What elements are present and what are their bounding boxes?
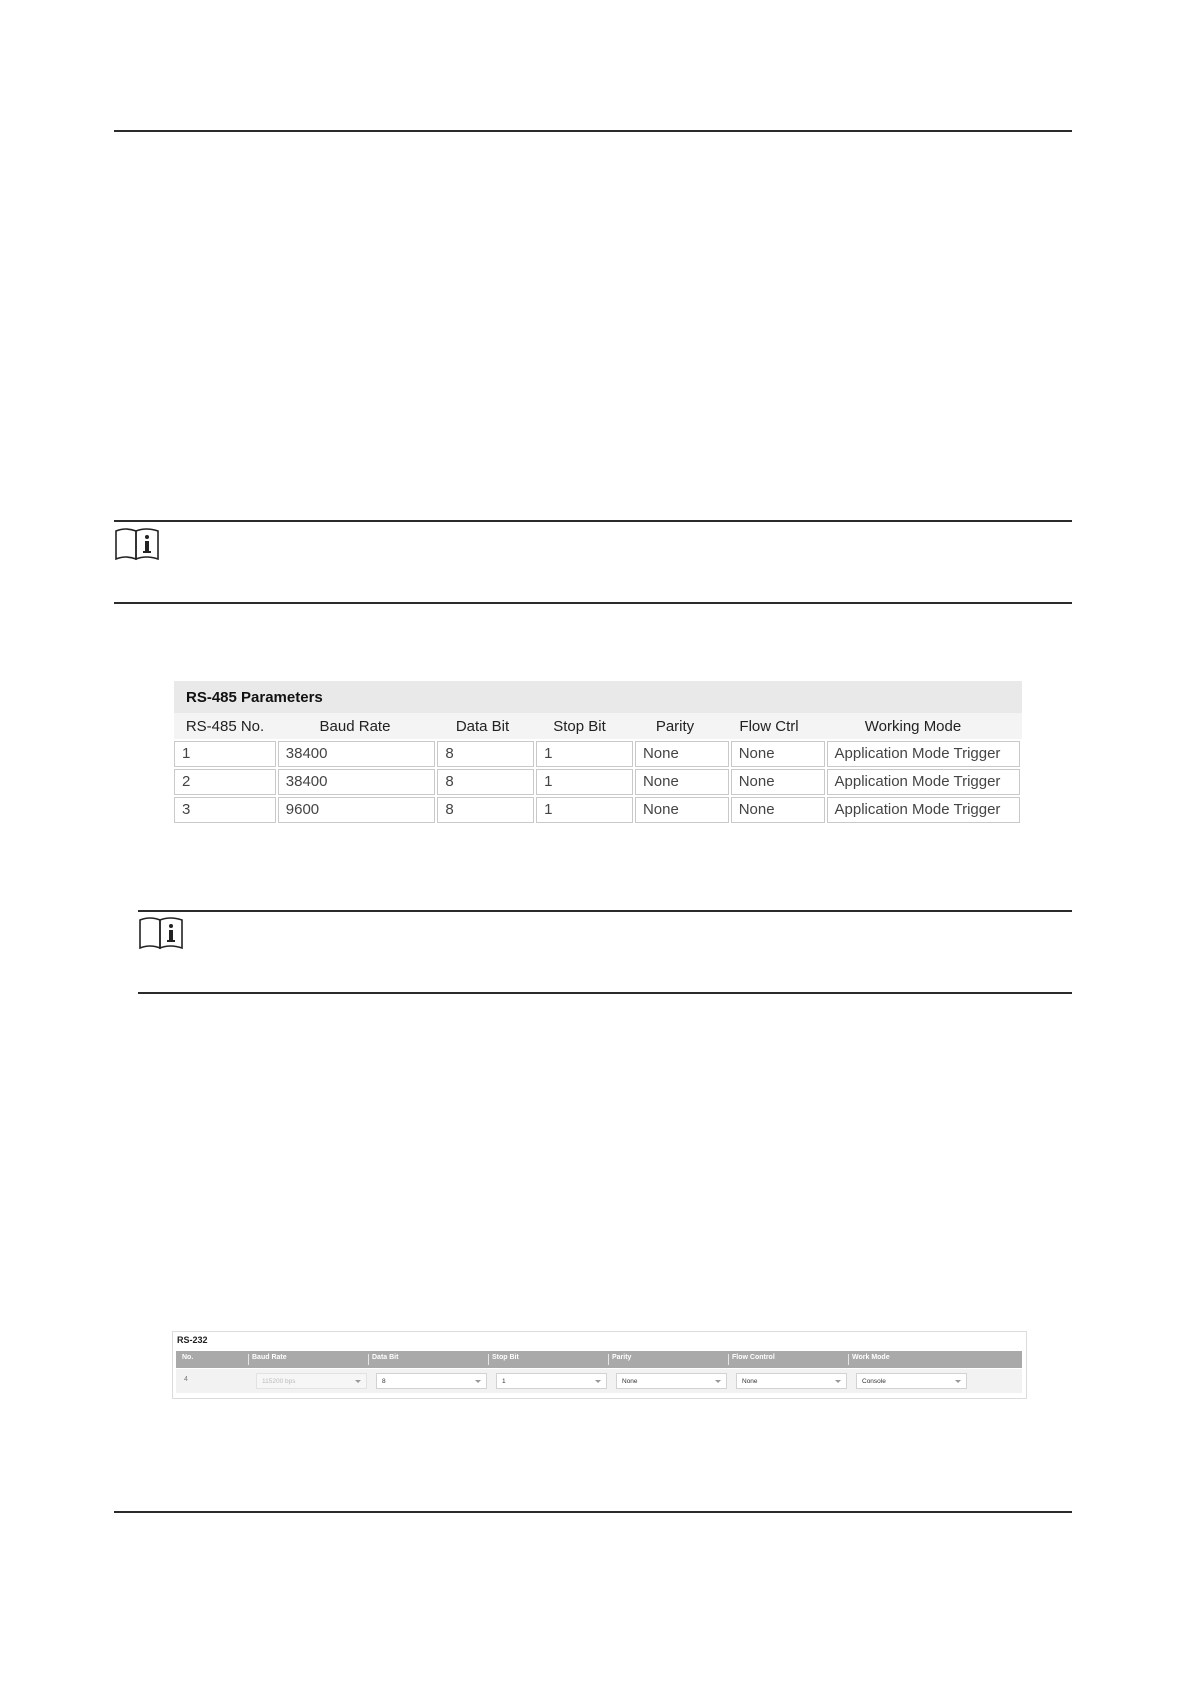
cell-no: 2: [174, 769, 276, 795]
rs485-title-bar: [174, 681, 1022, 713]
cell-no: 4: [184, 1376, 188, 1383]
note-top-rule: [138, 910, 1072, 912]
cell-working-mode: Application Mode Trigger: [827, 769, 1021, 795]
cell-baud-rate: 38400: [278, 741, 436, 767]
header-rule: [114, 130, 1072, 132]
cell-no: 1: [174, 741, 276, 767]
note-book-icon: [138, 914, 184, 950]
rs485-panel-title: RS-485 Parameters: [186, 688, 323, 706]
stop-bit-select[interactable]: [496, 1373, 607, 1389]
cell-parity: None: [635, 741, 729, 767]
note-bottom-rule: [114, 602, 1072, 604]
cell-flow-ctrl: None: [731, 741, 825, 767]
chevron-down-icon: [355, 1380, 361, 1383]
cell-baud-rate: 38400: [278, 769, 436, 795]
cell-stop-bit: 1: [536, 741, 633, 767]
note-book-icon: [114, 525, 160, 561]
table-row: [174, 797, 1022, 823]
column-divider: [248, 1354, 249, 1365]
col-data-bit: Data Bit: [372, 1354, 399, 1361]
cell-parity: None: [635, 769, 729, 795]
cell-data-bit: 8: [437, 769, 534, 795]
col-rs485-no: RS-485 No.: [185, 717, 265, 735]
column-divider: [608, 1354, 609, 1365]
cell-data-bit: 8: [437, 741, 534, 767]
table-row: [174, 769, 1022, 795]
col-parity: Parity: [655, 717, 695, 735]
col-stop-bit: Stop Bit: [492, 1354, 519, 1361]
col-flow-control: Flow Control: [732, 1354, 775, 1361]
chevron-down-icon: [595, 1380, 601, 1383]
footer-rule: [114, 1511, 1072, 1513]
rs485-header-row: [174, 713, 1022, 739]
col-working-mode: Working Mode: [864, 717, 962, 735]
note-top-rule: [114, 520, 1072, 522]
chevron-down-icon: [955, 1380, 961, 1383]
cell-stop-bit: 1: [536, 769, 633, 795]
col-baud-rate: Baud Rate: [319, 717, 391, 735]
col-no: No.: [182, 1354, 194, 1361]
cell-working-mode: Application Mode Trigger: [827, 797, 1021, 823]
work-mode-select[interactable]: [856, 1373, 967, 1389]
rs485-parameters-panel: [174, 681, 1022, 827]
rs232-panel: [172, 1331, 1027, 1399]
chevron-down-icon: [715, 1380, 721, 1383]
note-bottom-rule: [138, 992, 1072, 994]
column-divider: [848, 1354, 849, 1365]
col-flow-ctrl: Flow Ctrl: [739, 717, 799, 735]
cell-working-mode: Application Mode Trigger: [827, 741, 1021, 767]
chevron-down-icon: [475, 1380, 481, 1383]
flow-control-value: None: [742, 1378, 758, 1385]
col-work-mode: Work Mode: [852, 1354, 890, 1361]
col-parity: Parity: [612, 1354, 632, 1361]
cell-flow-ctrl: None: [731, 797, 825, 823]
baud-rate-select: [256, 1373, 367, 1389]
cell-no: 3: [174, 797, 276, 823]
table-row: [174, 741, 1022, 767]
column-divider: [488, 1354, 489, 1365]
flow-control-select[interactable]: [736, 1373, 847, 1389]
parity-select[interactable]: [616, 1373, 727, 1389]
col-baud-rate: Baud Rate: [252, 1354, 287, 1361]
cell-stop-bit: 1: [536, 797, 633, 823]
cell-data-bit: 8: [437, 797, 534, 823]
col-stop-bit: Stop Bit: [553, 717, 606, 735]
parity-value: None: [622, 1378, 638, 1385]
cell-baud-rate: 9600: [278, 797, 436, 823]
work-mode-value: Console: [862, 1378, 886, 1385]
table-row: [176, 1369, 1022, 1393]
data-bit-select[interactable]: [376, 1373, 487, 1389]
baud-rate-value: 115200 bps: [262, 1378, 296, 1385]
cell-parity: None: [635, 797, 729, 823]
rs232-header-row: [176, 1351, 1022, 1368]
data-bit-value: 8: [382, 1378, 386, 1385]
stop-bit-value: 1: [502, 1378, 506, 1385]
col-data-bit: Data Bit: [455, 717, 510, 735]
column-divider: [368, 1354, 369, 1365]
rs232-panel-title: RS-232: [177, 1335, 208, 1345]
chevron-down-icon: [835, 1380, 841, 1383]
cell-flow-ctrl: None: [731, 769, 825, 795]
column-divider: [728, 1354, 729, 1365]
